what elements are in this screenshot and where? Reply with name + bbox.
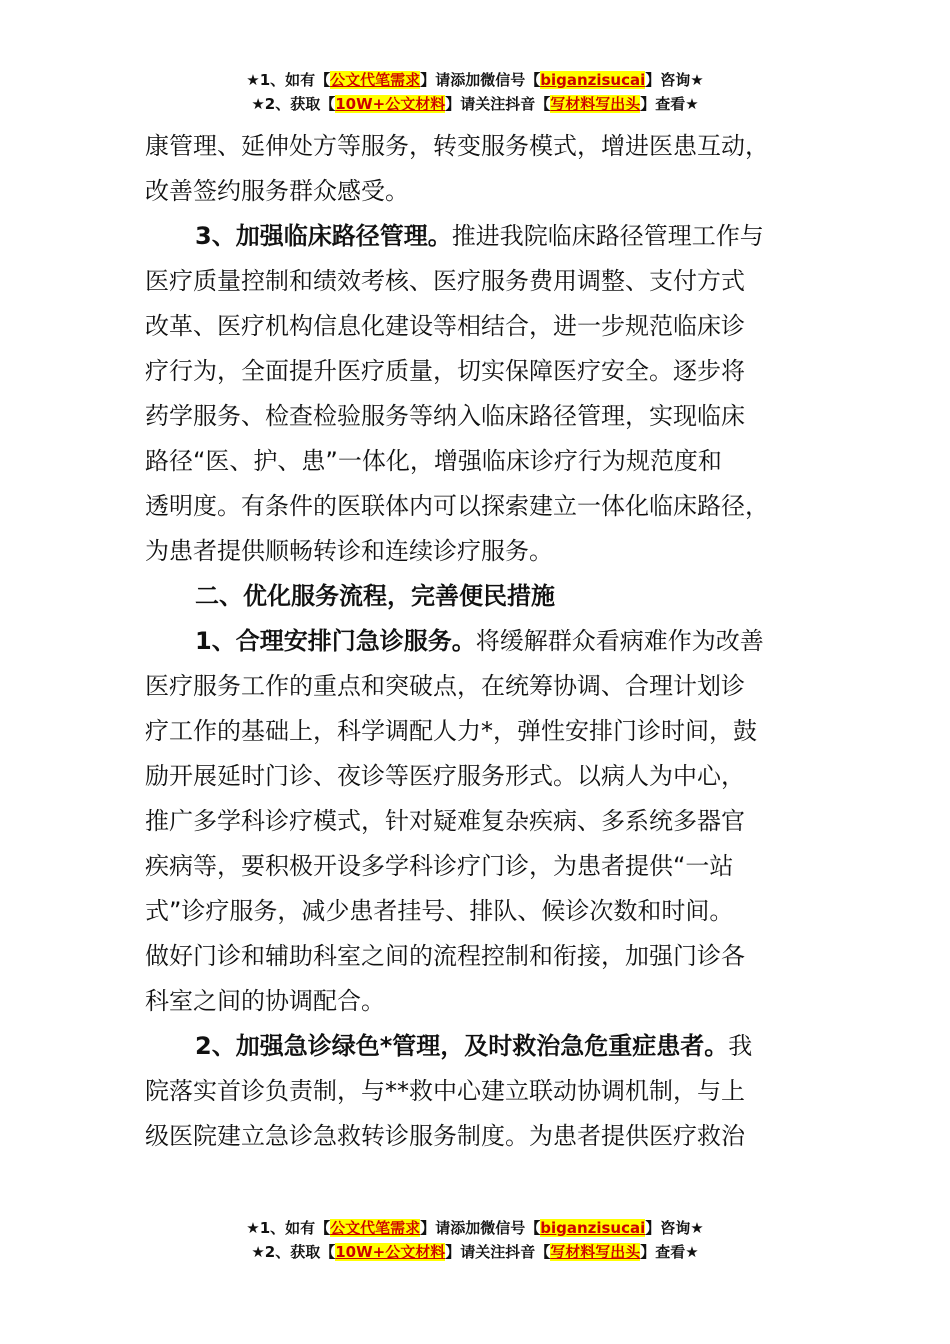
- text-line: 为患者提供顺畅转诊和连续诊疗服务。: [145, 537, 553, 565]
- paragraph-continued: [145, 124, 810, 214]
- text-line: 励开展延时门诊、夜诊等医疗服务形式。以病人为中心，: [145, 762, 745, 790]
- banner-text: 】请关注抖音【: [445, 95, 551, 113]
- banner-highlight: 写材料写出头: [550, 95, 641, 113]
- text-run: 推进我院临床路径管理工作与: [451, 222, 764, 250]
- text-line: 医疗服务工作的重点和突破点，在统筹协调、合理计划诊: [145, 672, 745, 700]
- text-line: [145, 214, 810, 259]
- banner-highlight: biganzisucai: [540, 71, 646, 89]
- text-line: 做好门诊和辅助科室之间的流程控制和衔接，加强门诊各: [145, 942, 745, 970]
- banner-text: 】咨询★: [645, 71, 704, 89]
- text-line: [145, 619, 810, 664]
- text-run: 将缓解群众看病难作为改善: [475, 627, 764, 655]
- banner-highlight: 公文代笔需求: [330, 1219, 421, 1237]
- banner-text: 】请关注抖音【: [445, 1243, 551, 1261]
- banner-text: 】请添加微信号【: [420, 71, 541, 89]
- text-line: 康管理、延伸处方等服务，转变服务模式，增进医患互动，: [145, 132, 769, 160]
- document-body: [145, 124, 810, 1159]
- section-heading: [145, 574, 810, 619]
- banner-highlight: 写材料写出头: [550, 1243, 641, 1261]
- banner-line-1: [0, 68, 950, 92]
- banner-line-1: [0, 1216, 950, 1240]
- header-banner: [0, 68, 950, 116]
- text-line: 疗行为，全面提升医疗质量，切实保障医疗安全。逐步将: [145, 357, 745, 385]
- paragraph-heading: 3、加强临床路径管理。: [195, 222, 452, 250]
- text-line: 疾病等，要积极开设多学科诊疗门诊，为患者提供“一站: [145, 852, 734, 880]
- banner-text: 】查看★: [640, 95, 699, 113]
- text-line: [145, 1024, 810, 1069]
- text-line: 改善签约服务群众感受。: [145, 177, 409, 205]
- text-line: 药学服务、检查检验服务等纳入临床路径管理，实现临床: [145, 402, 745, 430]
- text-line: 疗工作的基础上，科学调配人力*，弹性安排门诊时间，鼓: [145, 717, 757, 745]
- text-line: 推广多学科诊疗模式，针对疑难复杂疾病、多系统多器官: [145, 807, 745, 835]
- text-line: 改革、医疗机构信息化建设等相结合，进一步规范临床诊: [145, 312, 745, 340]
- banner-text: ★1、如有【: [246, 1219, 331, 1237]
- paragraph-clinical-pathway: [145, 214, 810, 574]
- paragraph-heading: 2、加强急诊绿色*管理，及时救治急危重症患者。: [195, 1032, 729, 1060]
- banner-text: 】查看★: [640, 1243, 699, 1261]
- banner-highlight: 10W+公文材料: [335, 95, 446, 113]
- paragraph-heading: 1、合理安排门急诊服务。: [195, 627, 476, 655]
- banner-text: ★2、获取【: [251, 95, 336, 113]
- banner-line-2: [0, 92, 950, 116]
- banner-text: ★1、如有【: [246, 71, 331, 89]
- text-line: 医疗质量控制和绩效考核、医疗服务费用调整、支付方式: [145, 267, 745, 295]
- text-line: 科室之间的协调配合。: [145, 987, 385, 1015]
- paragraph-emergency: [145, 1024, 810, 1159]
- banner-text: ★2、获取【: [251, 1243, 336, 1261]
- banner-highlight: 10W+公文材料: [335, 1243, 446, 1261]
- text-run: 我: [728, 1032, 753, 1060]
- banner-text: 】请添加微信号【: [420, 1219, 541, 1237]
- text-line: 级医院建立急诊急救转诊服务制度。为患者提供医疗救治: [145, 1122, 745, 1150]
- text-line: 式”诊疗服务，减少患者挂号、排队、候诊次数和时间。: [145, 897, 734, 925]
- text-line: 院落实首诊负责制，与**救中心建立联动协调机制，与上: [145, 1077, 745, 1105]
- text-line: 路径“医、护、患”一体化，增强临床诊疗行为规范度和: [145, 447, 722, 475]
- section-title: 二、优化服务流程，完善便民措施: [195, 582, 555, 610]
- paragraph-outpatient: [145, 619, 810, 1024]
- footer-banner: [0, 1216, 950, 1264]
- banner-line-2: [0, 1240, 950, 1264]
- banner-highlight: 公文代笔需求: [330, 71, 421, 89]
- banner-highlight: biganzisucai: [540, 1219, 646, 1237]
- banner-text: 】咨询★: [645, 1219, 704, 1237]
- text-line: 透明度。有条件的医联体内可以探索建立一体化临床路径，: [145, 492, 769, 520]
